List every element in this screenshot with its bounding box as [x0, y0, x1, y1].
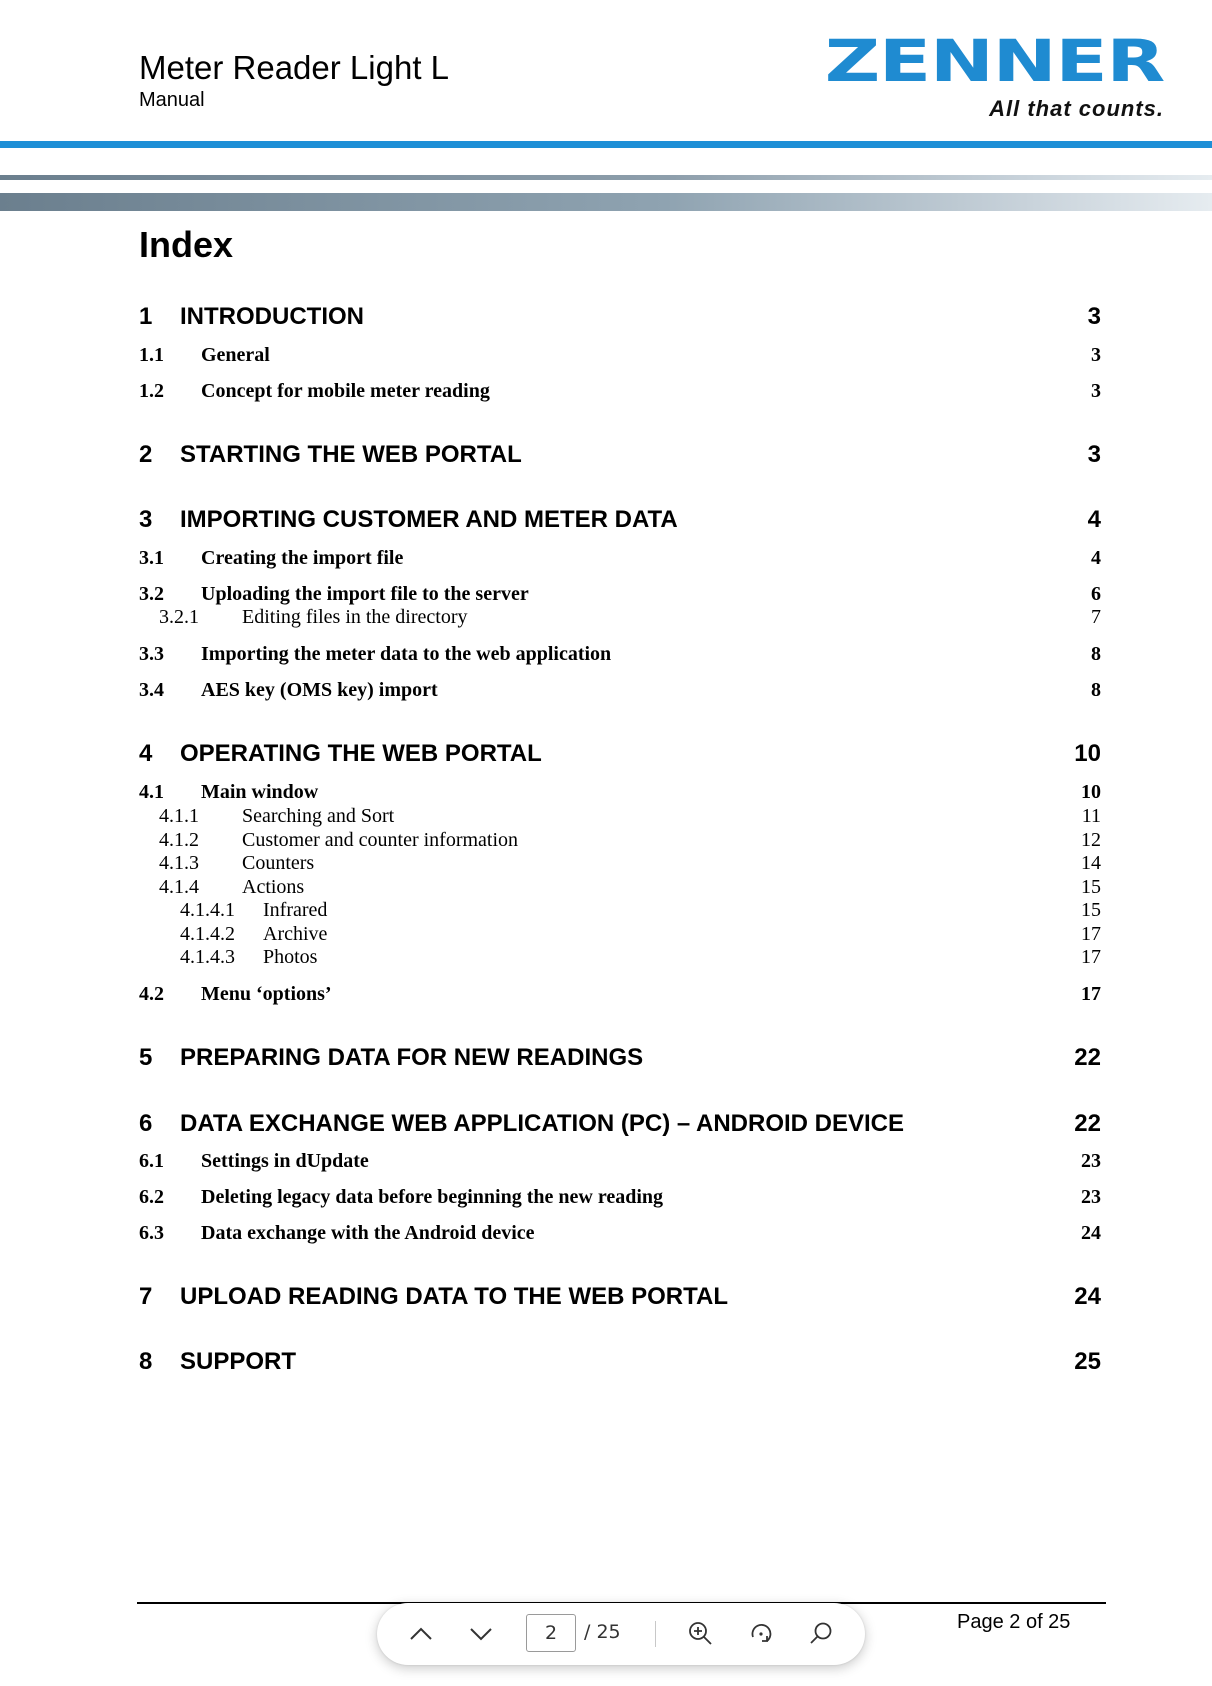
toc-number: 3.4 [139, 679, 164, 701]
toc-page: 10 [1081, 781, 1101, 803]
toc-title: OPERATING THE WEB PORTAL [180, 740, 542, 767]
toc-number: 4.1.1 [159, 805, 199, 827]
chevron-up-icon [407, 1620, 435, 1648]
toc-title: Importing the meter data to the web application [201, 643, 612, 665]
page-number-input[interactable] [526, 1614, 576, 1652]
toc-number: 2 [139, 441, 153, 468]
toc-page: 11 [1081, 805, 1101, 827]
rotate-button[interactable] [743, 1616, 779, 1652]
toc-page: 4 [1091, 547, 1101, 569]
toc-number: 3.1 [139, 547, 164, 569]
toc-page: 23 [1081, 1150, 1101, 1172]
toc-number: 3.2 [139, 583, 164, 605]
toc-title: Counters [242, 852, 315, 874]
toc-number: 3.2.1 [159, 606, 199, 628]
toc-page: 3 [1091, 380, 1101, 402]
search-icon [807, 1620, 835, 1648]
toc-number: 7 [139, 1283, 153, 1310]
toc-page: 22 [1074, 1110, 1101, 1137]
toc-page: 3 [1087, 441, 1101, 468]
toc-number: 3 [139, 506, 153, 533]
toc-number: 4.1.4.3 [180, 946, 235, 968]
toc-page: 7 [1091, 606, 1101, 628]
toc-page: 24 [1081, 1222, 1101, 1244]
toc-number: 4.2 [139, 983, 164, 1005]
header-gray-band-thick [0, 193, 1212, 211]
page-total-label: / 25 [584, 1621, 621, 1643]
toc-title: Creating the import file [201, 547, 404, 569]
toc-title: Deleting legacy data before beginning the new reading [201, 1186, 664, 1208]
toc-title: IMPORTING CUSTOMER AND METER DATA [180, 506, 678, 533]
toc-page: 3 [1091, 344, 1101, 366]
toc-title: Archive [263, 923, 328, 945]
toc-title: General [201, 344, 270, 366]
toc-title: UPLOAD READING DATA TO THE WEB PORTAL [180, 1283, 728, 1310]
toc-number: 5 [139, 1044, 153, 1071]
toc-title: Concept for mobile meter reading [201, 380, 490, 402]
toc-title: INTRODUCTION [180, 303, 364, 330]
toc-page: 14 [1081, 852, 1101, 874]
toc-number: 1.1 [139, 344, 164, 366]
toc-page: 25 [1074, 1348, 1101, 1375]
rotate-icon [747, 1620, 775, 1648]
next-page-button[interactable] [463, 1616, 499, 1652]
toc-number: 4.1.4.2 [180, 923, 235, 945]
toc-title: Infrared [263, 899, 328, 921]
toc-number: 1.2 [139, 380, 164, 402]
toc-number: 4.1.4 [159, 876, 199, 898]
toolbar-divider [655, 1621, 656, 1647]
header-blue-band [0, 141, 1212, 148]
toc-page: 17 [1081, 983, 1101, 1005]
toc-title: Searching and Sort [242, 805, 395, 827]
toc-number: 4.1 [139, 781, 164, 803]
footer-page-number: Page 2 of 25 [957, 1611, 1071, 1633]
toc-number: 8 [139, 1348, 153, 1375]
toc-title: Settings in dUpdate [201, 1150, 369, 1172]
index-heading: Index [139, 224, 234, 265]
toc-page: 22 [1074, 1044, 1101, 1071]
document-subtitle: Manual [139, 89, 205, 111]
toc-title: Main window [201, 781, 319, 803]
toc-page: 8 [1091, 643, 1101, 665]
toc-title: PREPARING DATA FOR NEW READINGS [180, 1044, 644, 1071]
chevron-down-icon [467, 1620, 495, 1648]
toc-page: 15 [1081, 899, 1101, 921]
toc-title: Photos [263, 946, 318, 968]
toc-number: 6 [139, 1110, 153, 1137]
pdf-viewer-toolbar [377, 1603, 865, 1665]
previous-page-button[interactable] [403, 1616, 439, 1652]
toc-page: 24 [1074, 1283, 1101, 1310]
toc-page: 12 [1081, 829, 1101, 851]
toc-page: 15 [1081, 876, 1101, 898]
logo-wordmark: ZENNER [824, 27, 1164, 95]
toc-title: Actions [242, 876, 305, 898]
toc-number: 6.1 [139, 1150, 164, 1172]
toc-number: 1 [139, 303, 153, 330]
zenner-logo [824, 27, 1164, 122]
toc-title: Uploading the import file to the server [201, 583, 529, 605]
toc-number: 4.1.4.1 [180, 899, 235, 921]
zoom-in-icon [687, 1620, 715, 1648]
toc-title: STARTING THE WEB PORTAL [180, 441, 522, 468]
toc-title: SUPPORT [180, 1348, 297, 1375]
toc-number: 4.1.2 [159, 829, 199, 851]
toc-number: 4.1.3 [159, 852, 199, 874]
toc-title: Data exchange with the Android device [201, 1222, 535, 1244]
toc-number: 6.2 [139, 1186, 164, 1208]
logo-tagline: All that counts. [989, 96, 1164, 121]
toc-page: 23 [1081, 1186, 1101, 1208]
toc-page: 6 [1091, 583, 1101, 605]
toc-page: 17 [1081, 946, 1101, 968]
search-button[interactable] [803, 1616, 839, 1652]
toc-title: Menu ‘options’ [201, 983, 332, 1005]
toc-page: 4 [1087, 506, 1101, 533]
toc-title: DATA EXCHANGE WEB APPLICATION (PC) – ANDROID DEVICE [180, 1110, 905, 1137]
toc-page: 10 [1074, 740, 1101, 767]
header-gray-band-thin [0, 175, 1212, 180]
toc-number: 4 [139, 740, 153, 767]
toc-title: Editing files in the directory [242, 606, 468, 628]
toc-number: 6.3 [139, 1222, 164, 1244]
toc-title: AES key (OMS key) import [201, 679, 438, 701]
toc-page: 17 [1081, 923, 1101, 945]
document-title: Meter Reader Light L [139, 49, 450, 86]
toc-title: Customer and counter information [242, 829, 519, 851]
toc-number: 3.3 [139, 643, 164, 665]
zoom-in-button[interactable] [683, 1616, 719, 1652]
toc-page: 8 [1091, 679, 1101, 701]
toc-page: 3 [1087, 303, 1101, 330]
